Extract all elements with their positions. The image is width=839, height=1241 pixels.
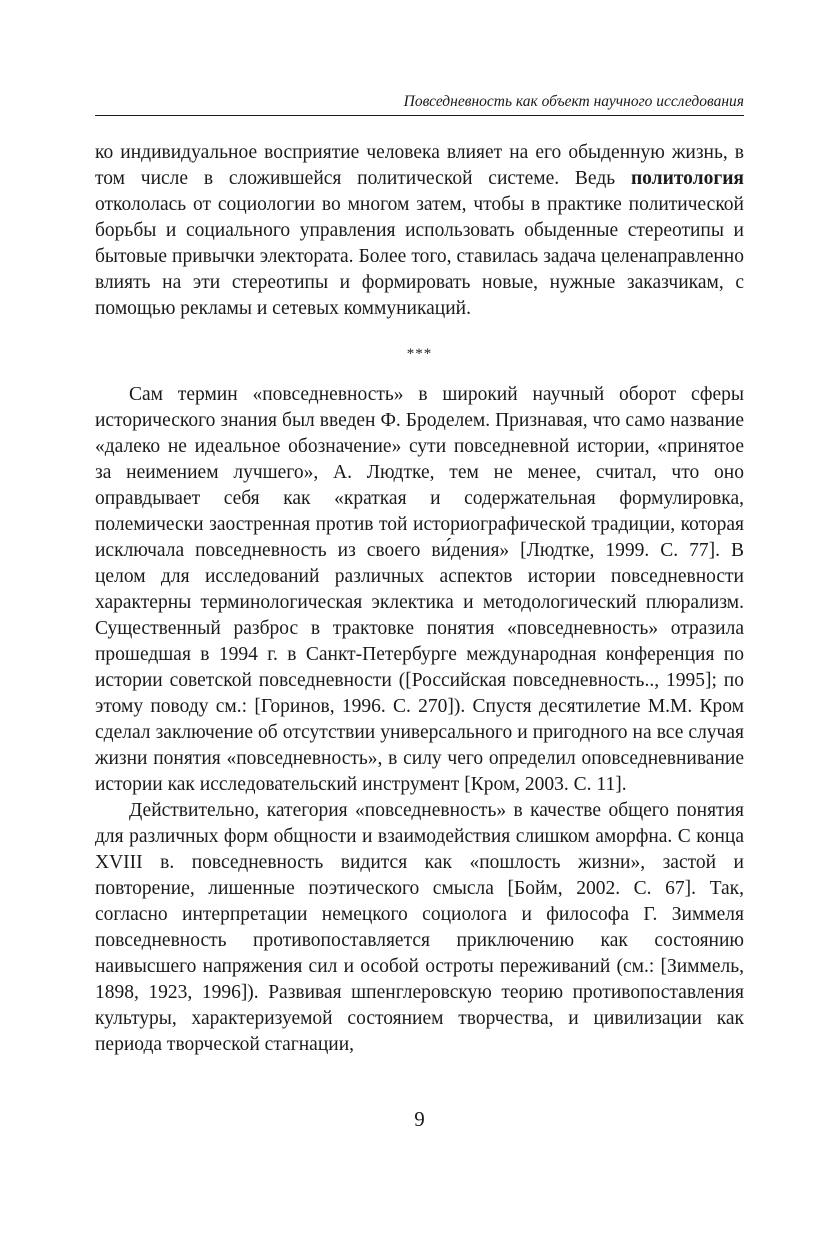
section-separator: *** (406, 346, 433, 362)
page-number: 9 (414, 1107, 425, 1131)
paragraph-2: Сам термин «повседневность» в широкий научный оборот сферы исторического знания был введен Ф. Броделем. Признавая, что само название «далеко не идеальное обозначение» сути повседневной истории, «принятое за неимением лучшего», А. Людтке, тем не менее, считал, что оно оправдывает себя как «краткая и содержательная формулировка, полемически заостренная против той историографической традиции, которая исключала повседневность из своего ви́дения» [Людтке, 1999. С. 77]. В целом для исследований различных аспектов истории повседневности характерны терминологическая эклектика и методологический плюрализм. Существенный разброс в трактовке понятия «повседневность» отразила прошедшая в 1994 г. в Санкт-Петербурге международная конференция по истории советской повседневности ([Российская повседневность.., 1995]; по этому поводу см.: [Горинов, 1996. С. 270]). Спустя десятилетие М.М. Кром сделал заключение об отсутствии универсального и пригодного на все случая жизни понятия «повседневность», в силу чего определил оповседневнивание истории как исследовательский инструмент [Кром, 2003. С. 11]. (95, 384, 744, 795)
running-header-title: Повседневность как объект научного исследования (403, 93, 744, 110)
running-header (95, 92, 744, 116)
paragraph-3: Действительно, категория «повседневность» в качестве общего понятия для различных форм общности и взаимодействия слишком аморфна. С конца XVIII в. повседневность видится как «пошлость жизни», застой и повторение, лишенные поэтического смысла [Бойм, 2002. С. 67]. Так, согласно интерпретации немецкого социолога и философа Г. Зиммеля повседневность противопоставляется приключению как состоянию наивысшего напряжения сил и особой остроты переживаний (см.: [Зиммель, 1898, 1923, 1996]). Развивая шпенглеровскую теорию противопоставления культуры, характеризуемой состоянием творчества, и цивилизации как периода творческой стагнации, (95, 800, 744, 1055)
term-politologiya: политология (630, 168, 744, 189)
paragraph-1-start: ко индивидуальное восприятие человека влияет на его обыденную жизнь, в том числе в сложившейся политической системе. Ведь (95, 142, 744, 189)
paragraph-1-end: откололась от социологии во многом затем, чтобы в практике политической борьбы и социального управления использовать обыденные стереотипы и бытовые привычки электората. Более того, ставилась задача целенаправленно влиять на эти стереотипы и формировать новые, нужные заказчикам, с помощью рекламы и сетевых коммуникаций. (95, 194, 744, 319)
paragraph-1 (95, 140, 744, 322)
page-body (95, 140, 744, 1058)
